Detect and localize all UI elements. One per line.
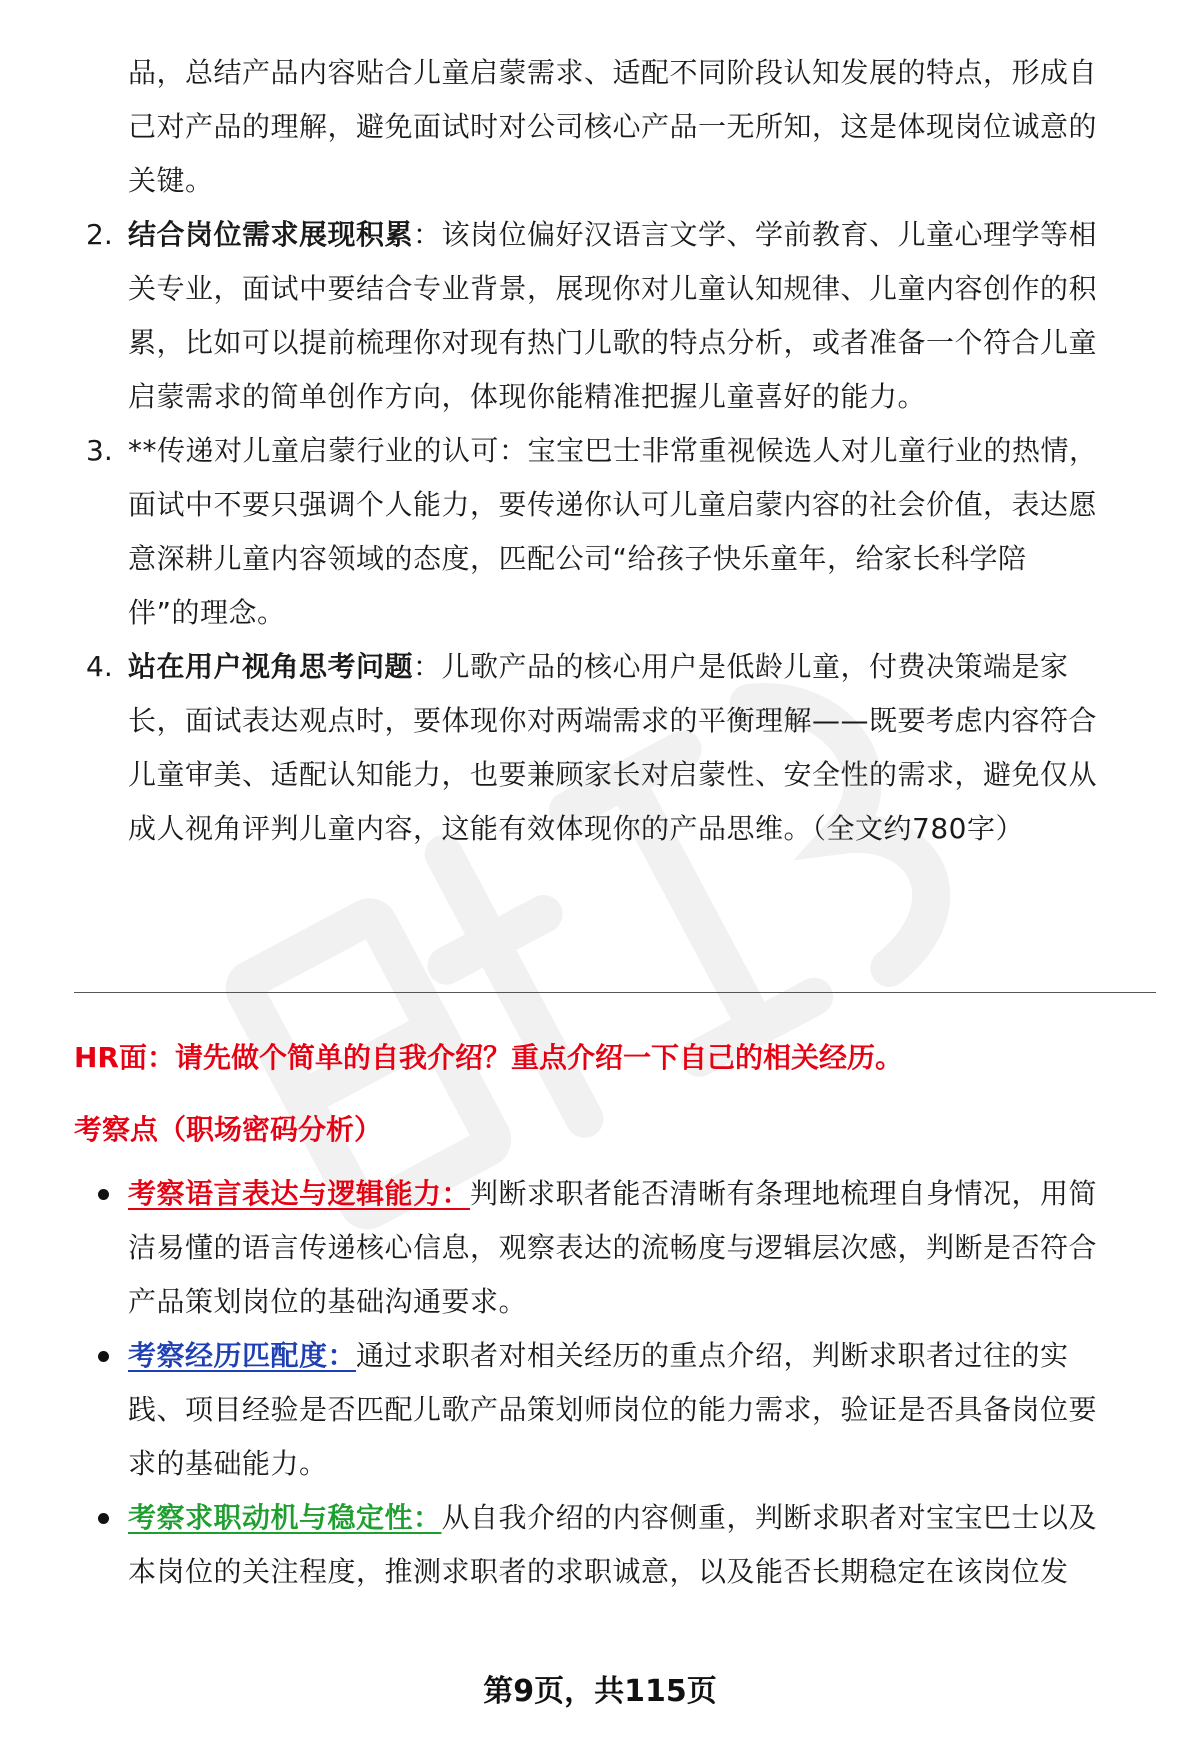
point-line: 洁易懂的语言传递核心信息，观察表达的流畅度与逻辑层次感，判断是否符合 <box>128 1231 1098 1264</box>
list-item-first-line <box>128 429 1098 473</box>
point-keyword: 考察经历匹配度： <box>128 1339 357 1372</box>
point-keyword: 考察求职动机与稳定性： <box>128 1501 442 1534</box>
hr-question-heading: HR面：请先做个简单的自我介绍？重点介绍一下自己的相关经历。 <box>74 1041 903 1074</box>
list-item-line: 面试中不要只强调个人能力，要传递你认可儿童启蒙内容的社会价值，表达愿 <box>128 488 1098 521</box>
point-text: 通过求职者对相关经历的重点介绍，判断求职者过往的实 <box>356 1339 1069 1372</box>
point-first-line <box>128 1334 1069 1378</box>
page-number: 第9页，共115页 <box>483 1674 717 1709</box>
list-item-text: **传递对儿童启蒙行业的认可：宝宝巴士非常重视候选人对儿童行业的热情， <box>128 434 1098 467</box>
bullet-dot <box>98 1189 109 1200</box>
list-item-title: 站在用户视角思考问题 <box>128 650 414 683</box>
section-divider <box>74 992 1156 993</box>
point-first-line <box>128 1172 1097 1216</box>
list-number: 3. <box>86 434 113 467</box>
bullet-dot <box>98 1513 109 1524</box>
intro-line-1: 品，总结产品内容贴合儿童启蒙需求、适配不同阶段认知发展的特点，形成自 <box>128 56 1098 89</box>
list-item-line: 累，比如可以提前梳理你对现有热门儿歌的特点分析，或者准备一个符合儿童 <box>128 326 1098 359</box>
list-item-line: 伴”的理念。 <box>128 596 286 629</box>
list-number: 4. <box>86 650 113 683</box>
list-item-first-line <box>128 213 1097 257</box>
list-item-line: 长，面试表达观点时，要体现你对两端需求的平衡理解——既要考虑内容符合 <box>128 704 1098 737</box>
point-text: 判断求职者能否清晰有条理地梳理自身情况，用简 <box>470 1177 1098 1210</box>
list-item-line: 成人视角评判儿童内容，这能有效体现你的产品思维。（全文约780字） <box>128 812 1024 845</box>
point-text: 从自我介绍的内容侧重，判断求职者对宝宝巴士以及 <box>441 1501 1098 1534</box>
point-line: 求的基础能力。 <box>128 1447 328 1480</box>
list-item-line: 关专业，面试中要结合专业背景，展现你对儿童认知规律、儿童内容创作的积 <box>128 272 1098 305</box>
list-item-text: ：儿歌产品的核心用户是低龄儿童，付费决策端是家 <box>413 650 1069 683</box>
point-line: 本岗位的关注程度，推测求职者的求职诚意，以及能否长期稳定在该岗位发 <box>128 1555 1069 1588</box>
bullet-dot <box>98 1351 109 1362</box>
intro-line-2: 己对产品的理解，避免面试时对公司核心产品一无所知，这是体现岗位诚意的 <box>128 110 1098 143</box>
analysis-section-label: 考察点（职场密码分析） <box>74 1113 383 1146</box>
list-item-line: 意深耕儿童内容领域的态度，匹配公司“给孩子快乐童年，给家长科学陪 <box>128 542 1027 575</box>
list-number: 2. <box>86 218 113 251</box>
list-item-text: ：该岗位偏好汉语言文学、学前教育、儿童心理学等相 <box>413 218 1098 251</box>
list-item-first-line <box>128 645 1069 689</box>
list-item-line: 儿童审美、适配认知能力，也要兼顾家长对启蒙性、安全性的需求，避免仅从 <box>128 758 1098 791</box>
intro-line-3: 关键。 <box>128 164 214 197</box>
point-line: 践、项目经验是否匹配儿歌产品策划师岗位的能力需求，验证是否具备岗位要 <box>128 1393 1098 1426</box>
list-item-line: 启蒙需求的简单创作方向，体现你能精准把握儿童喜好的能力。 <box>128 380 927 413</box>
point-line: 产品策划岗位的基础沟通要求。 <box>128 1285 528 1318</box>
point-keyword: 考察语言表达与逻辑能力： <box>128 1177 471 1210</box>
list-item-title: 结合岗位需求展现积累 <box>128 218 414 251</box>
point-first-line <box>128 1496 1097 1540</box>
